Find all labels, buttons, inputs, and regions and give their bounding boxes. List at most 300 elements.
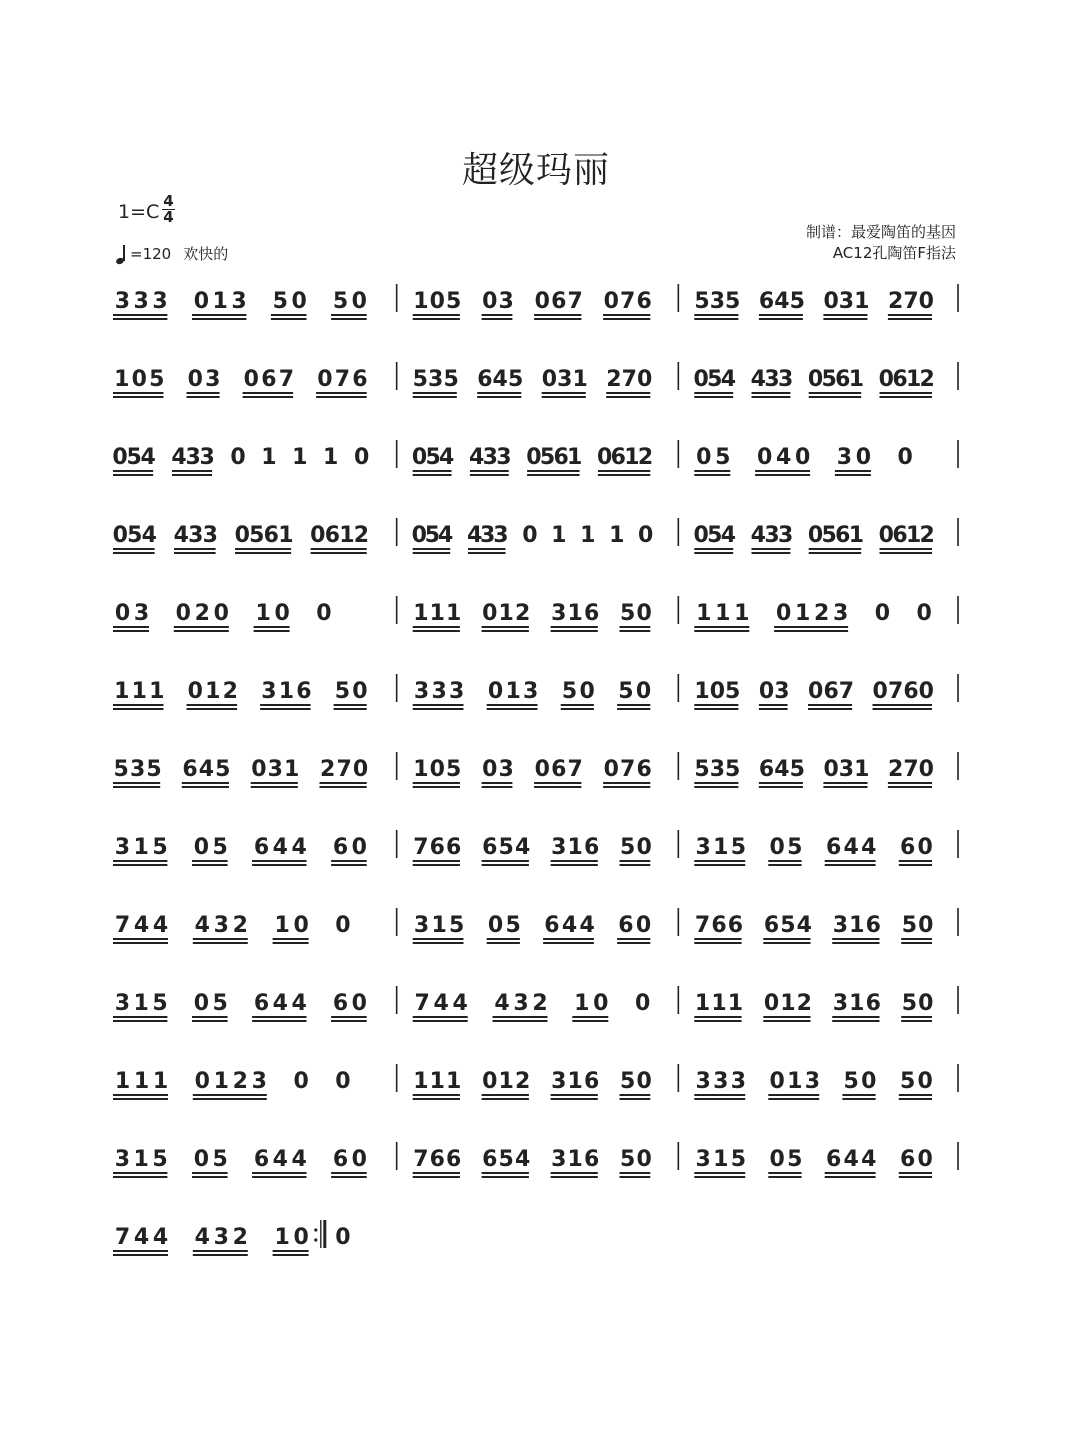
note-digit: 5 — [113, 757, 129, 782]
note-digit: 0 — [709, 679, 726, 704]
note-digit: 7 — [567, 757, 583, 782]
note-digit: 5 — [127, 523, 143, 548]
arranger-credit: 制谱：最爱陶笛的基因 — [805, 223, 956, 241]
note-digit: 6 — [758, 289, 775, 314]
note-digit: 6 — [261, 367, 277, 392]
note-digit: 5 — [730, 835, 747, 860]
note-digit: 5 — [694, 757, 710, 782]
note-digit: 0 — [193, 289, 210, 314]
note-digit: 0 — [918, 289, 934, 314]
note-digit: 7 — [620, 757, 636, 782]
note-digit: 5 — [505, 913, 521, 938]
note-digit: 1 — [734, 601, 750, 626]
page-title: 超级玛丽 — [461, 150, 610, 191]
note-digit: 1 — [152, 1069, 169, 1094]
note-digit: 6 — [892, 367, 908, 392]
note-digit: 0 — [193, 1147, 210, 1172]
note-digit: 7 — [414, 991, 430, 1016]
note-digit: 0 — [603, 757, 619, 782]
note-digit: 3 — [764, 523, 780, 548]
note-digit: 5 — [212, 835, 228, 860]
note-digit: 2 — [606, 367, 622, 392]
note-digit: 1 — [274, 1225, 290, 1250]
note-digit: 7 — [567, 289, 583, 314]
note-digit: 1 — [205, 679, 221, 704]
note-digit: 0 — [335, 1069, 351, 1094]
note-digit: 0 — [193, 991, 210, 1016]
note-digit: 1 — [711, 991, 727, 1016]
note-digit: 0 — [131, 367, 147, 392]
note-digit: 3 — [133, 601, 150, 626]
note-digit: 3 — [551, 1069, 567, 1094]
note-digit: 1 — [574, 991, 590, 1016]
repeat-dot — [314, 1238, 317, 1241]
note-digit: 2 — [232, 1069, 248, 1094]
note-digit: 2 — [232, 1225, 248, 1250]
note-digit: 3 — [498, 757, 514, 782]
note-digit: 0 — [534, 757, 550, 782]
note-digit: 7 — [114, 1225, 131, 1250]
note-digit: 6 — [253, 991, 270, 1016]
note-digit: 5 — [446, 757, 462, 782]
note-digit: 1 — [114, 679, 130, 704]
note-digit: 6 — [583, 1069, 600, 1094]
note-digit: 5 — [332, 289, 349, 314]
note-digit: 1 — [505, 679, 521, 704]
note-digit: 0 — [487, 913, 504, 938]
note-digit: 0 — [861, 1069, 877, 1094]
note-digit: 0 — [482, 289, 498, 314]
note-digit: 0 — [482, 1069, 498, 1094]
note-digit: 0 — [878, 523, 894, 548]
note-digit: 4 — [750, 367, 766, 392]
note-digit: 0 — [293, 1225, 309, 1250]
note-digit: 0 — [274, 601, 290, 626]
note-digit: 3 — [199, 445, 215, 470]
note-digit: 4 — [272, 991, 288, 1016]
note-digit: 7 — [838, 679, 855, 704]
note-digit: 0 — [918, 991, 934, 1016]
note-digit: 1 — [849, 913, 865, 938]
note-digit: 7 — [413, 835, 429, 860]
note-digit: 2 — [515, 601, 531, 626]
note-digit: 0 — [230, 445, 246, 470]
note-digit: 0 — [429, 757, 445, 782]
note-digit: 0 — [696, 445, 712, 470]
note-digit: 6 — [865, 991, 881, 1016]
note-digit: 5 — [843, 1069, 859, 1094]
note-digit: 4 — [194, 913, 210, 938]
note-digit: 6 — [332, 991, 349, 1016]
note-digit: 1 — [413, 289, 429, 314]
note-digit: 0 — [636, 601, 652, 626]
note-digit: 3 — [205, 367, 221, 392]
note-digit: 7 — [278, 367, 295, 392]
note-digit: 3 — [261, 679, 277, 704]
note-digit: 3 — [709, 289, 726, 314]
note-digit: 4 — [843, 835, 859, 860]
note-digit: 3 — [804, 1069, 821, 1094]
note-digit: 0 — [636, 835, 652, 860]
note-digit: 5 — [498, 1147, 514, 1172]
note-digit: 6 — [324, 523, 341, 548]
note-digit: 4 — [720, 367, 737, 392]
note-digit: 1 — [133, 1147, 149, 1172]
note-digit: 7 — [114, 913, 131, 938]
note-digit: 4 — [579, 913, 595, 938]
note-digit: 4 — [173, 523, 189, 548]
note-digit: 0 — [878, 367, 894, 392]
note-digit: 6 — [253, 1147, 270, 1172]
note-digit: 0 — [756, 445, 773, 470]
note-digit: 4 — [774, 757, 790, 782]
note-digit: 2 — [232, 913, 248, 938]
note-digit: 1 — [498, 601, 514, 626]
note-digit: 3 — [838, 757, 855, 782]
note-digit: 0 — [251, 757, 267, 782]
note-digit: 6 — [727, 913, 744, 938]
note-digit: 2 — [320, 757, 336, 782]
note-digit: 0 — [351, 1147, 367, 1172]
note-digit: 1 — [339, 523, 355, 548]
note-digit: 3 — [188, 523, 204, 548]
note-digit: 7 — [903, 757, 919, 782]
note-digit: 0 — [872, 679, 888, 704]
note-digit: 3 — [557, 367, 573, 392]
note-digit: 6 — [583, 601, 600, 626]
note-digit: 2 — [194, 601, 210, 626]
note-digit: 4 — [141, 523, 157, 548]
note-digit: 1 — [567, 1069, 583, 1094]
note-digit: 5 — [901, 991, 918, 1016]
note-digit: 6 — [583, 1147, 600, 1172]
note-digit: 1 — [133, 991, 149, 1016]
note-digit: 1 — [292, 445, 308, 470]
note-digit: 0 — [769, 835, 785, 860]
note-digit: 4 — [775, 445, 792, 470]
note-digit: 3 — [267, 757, 283, 782]
note-digit: 5 — [730, 1147, 747, 1172]
note-digit: 0 — [351, 835, 367, 860]
note-digit: 1 — [713, 835, 729, 860]
note-digit: 5 — [498, 835, 514, 860]
note-digit: 5 — [789, 289, 805, 314]
note-digit: 3 — [777, 367, 794, 392]
note-digit: 5 — [725, 679, 741, 704]
note-digit: 6 — [446, 1147, 462, 1172]
note-digit: 0 — [291, 289, 307, 314]
note-digit: 0 — [693, 523, 709, 548]
note-digit: 1 — [446, 1069, 462, 1094]
note-digit: 0 — [917, 835, 933, 860]
note-digit: 3 — [551, 601, 567, 626]
note-digit: 4 — [433, 991, 449, 1016]
note-digit: 6 — [636, 757, 652, 782]
note-digit: 1 — [429, 1069, 445, 1094]
note-digit: 3 — [551, 1147, 567, 1172]
note-digit: 1 — [854, 757, 870, 782]
note-digit: 3 — [114, 1147, 131, 1172]
note-digit: 3 — [496, 445, 512, 470]
note-digit: 5 — [212, 991, 228, 1016]
note-digit: 1 — [780, 991, 796, 1016]
note-digit: 0 — [482, 757, 498, 782]
note-digit: 5 — [821, 367, 837, 392]
note-digit: 0 — [335, 913, 351, 938]
note-digit: 4 — [291, 991, 307, 1016]
note-digit: 6 — [892, 523, 908, 548]
note-digit: 3 — [695, 835, 711, 860]
note-digit: 1 — [149, 679, 165, 704]
note-digit: 5 — [412, 367, 428, 392]
note-digit: 5 — [446, 289, 462, 314]
note-digit: 3 — [413, 913, 430, 938]
note-digit: 0 — [534, 289, 550, 314]
note-digit: 3 — [202, 523, 218, 548]
note-digit: 0 — [823, 757, 839, 782]
note-digit: 4 — [774, 289, 790, 314]
note-digit: 3 — [114, 289, 131, 314]
note-digit: 5 — [126, 445, 142, 470]
note-digit: 0 — [897, 445, 913, 470]
note-digit: 0 — [112, 523, 128, 548]
note-digit: 2 — [515, 1069, 531, 1094]
note-digit: 1 — [854, 289, 870, 314]
note-digit: 0 — [351, 289, 367, 314]
note-digit: 3 — [129, 757, 146, 782]
note-digit: 4 — [291, 1147, 307, 1172]
note-digit: 5 — [694, 289, 710, 314]
note-digit: 5 — [620, 835, 636, 860]
note-digit: 6 — [296, 679, 312, 704]
note-digit: 1 — [551, 523, 567, 548]
note-digit: 6 — [618, 913, 634, 938]
note-digit: 0 — [482, 601, 498, 626]
note-digit: 4 — [861, 835, 877, 860]
note-digit: 5 — [707, 367, 723, 392]
note-digit: 0 — [603, 289, 619, 314]
note-digit: 0 — [293, 1069, 309, 1094]
note-digit: 3 — [713, 1069, 729, 1094]
note-digit: 6 — [551, 289, 567, 314]
note-digit: 0 — [429, 289, 445, 314]
note-digit: 1 — [905, 367, 922, 392]
note-digit: 2 — [813, 601, 830, 626]
note-digit: 7 — [621, 367, 637, 392]
note-digit: 6 — [610, 445, 626, 470]
note-digit: 6 — [903, 679, 919, 704]
note-digit: 1 — [114, 367, 130, 392]
note-digit: 5 — [272, 289, 288, 314]
note-digit: 5 — [507, 367, 524, 392]
note-digit: 0 — [114, 601, 131, 626]
note-digit: 3 — [482, 445, 498, 470]
note-digit: 3 — [413, 679, 430, 704]
note-digit: 4 — [140, 445, 156, 470]
note-digit: 6 — [825, 835, 842, 860]
note-digit: 4 — [291, 835, 307, 860]
note-digit: 6 — [636, 289, 652, 314]
note-digit: 5 — [620, 601, 636, 626]
note-digit: 1 — [787, 1069, 803, 1094]
note-digit: 1 — [848, 367, 865, 392]
note-digit: 0 — [808, 679, 824, 704]
note-digit: 2 — [532, 991, 548, 1016]
note-digit: 3 — [133, 289, 149, 314]
note-digit: 5 — [152, 1147, 168, 1172]
note-digit: 0 — [234, 523, 250, 548]
note-digit: 1 — [498, 1069, 514, 1094]
note-digit: 1 — [580, 523, 596, 548]
note-digit: 2 — [637, 445, 654, 470]
time-beats: 4 — [163, 192, 174, 210]
note-digit: 1 — [609, 523, 625, 548]
note-digit: 6 — [352, 367, 368, 392]
note-digit: 3 — [832, 991, 849, 1016]
note-digit: 0 — [807, 523, 824, 548]
note-digit: 3 — [498, 289, 514, 314]
note-digit: 1 — [694, 679, 710, 704]
note-digit: 0 — [593, 991, 609, 1016]
key-label: 1=C — [118, 201, 160, 223]
note-digit: 2 — [222, 679, 238, 704]
note-digit: 1 — [323, 445, 339, 470]
note-digit: 3 — [523, 679, 539, 704]
note-digit: 0 — [874, 601, 891, 626]
note-digit: 5 — [725, 757, 741, 782]
note-digit: 0 — [855, 445, 872, 470]
note-digit: 4 — [439, 445, 455, 470]
note-digit: 0 — [526, 445, 542, 470]
note-digit: 1 — [848, 523, 865, 548]
note-digit: 2 — [887, 289, 904, 314]
note-digit: 7 — [887, 679, 904, 704]
note-digit: 7 — [694, 913, 711, 938]
note-digit: 5 — [449, 913, 465, 938]
tempo-expression: 欢快的 — [183, 245, 229, 263]
note-digit: 0 — [112, 445, 128, 470]
note-digit: 0 — [317, 367, 333, 392]
note-digit: 7 — [334, 367, 351, 392]
note-digit: 1 — [715, 601, 731, 626]
note-digit: 5 — [789, 757, 805, 782]
note-digit: 1 — [567, 601, 583, 626]
note-digit: 3 — [777, 523, 794, 548]
note-digit: 0 — [335, 1225, 351, 1250]
note-digit: 7 — [336, 757, 352, 782]
note-digit: 3 — [231, 289, 247, 314]
note-digit: 4 — [272, 1147, 288, 1172]
note-digit: 0 — [175, 601, 191, 626]
note-digit: 5 — [725, 289, 741, 314]
note-digit: 4 — [452, 991, 468, 1016]
note-digit: 3 — [152, 289, 168, 314]
note-digit: 0 — [193, 835, 210, 860]
note-digit: 4 — [515, 835, 531, 860]
tempo-bpm: =120 — [130, 244, 172, 263]
note-digit: 1 — [133, 835, 149, 860]
note-digit: 0 — [411, 445, 428, 470]
note-digit: 5 — [212, 1147, 228, 1172]
note-digit: 3 — [431, 679, 447, 704]
note-digit: 6 — [482, 835, 498, 860]
note-digit: 6 — [446, 835, 462, 860]
note-digit: 0 — [579, 679, 595, 704]
note-digit: 1 — [413, 1069, 429, 1094]
note-digit: 1 — [446, 601, 462, 626]
note-digit: 1 — [905, 523, 922, 548]
note-digit: 5 — [707, 523, 723, 548]
note-digit: 6 — [263, 523, 279, 548]
note-digit: 5 — [780, 913, 796, 938]
note-digit: 5 — [787, 835, 803, 860]
note-digit: 6 — [332, 1147, 349, 1172]
note-digit: 0 — [213, 601, 229, 626]
note-digit: 1 — [572, 367, 588, 392]
note-digit: 0 — [769, 1069, 785, 1094]
note-digit: 3 — [832, 913, 849, 938]
note-digit: 4 — [152, 913, 169, 938]
note-digit: 4 — [561, 913, 578, 938]
note-digit: 6 — [429, 1147, 445, 1172]
note-digit: 0 — [293, 913, 309, 938]
note-digit: 5 — [561, 679, 578, 704]
note-digit: 2 — [353, 523, 370, 548]
note-digit: 6 — [899, 835, 916, 860]
note-digit: 5 — [152, 991, 168, 1016]
note-digit: 0 — [541, 367, 558, 392]
note-digit: 3 — [551, 835, 567, 860]
note-digit: 1 — [694, 991, 711, 1016]
fingering-credit: AC12孔陶笛F指法 — [832, 244, 956, 262]
note-digit: 0 — [310, 523, 326, 548]
note-digit: 6 — [711, 913, 727, 938]
note-digit: 2 — [919, 367, 935, 392]
note-digit: 4 — [171, 445, 187, 470]
note-digit: 6 — [825, 1147, 842, 1172]
note-digit: 3 — [695, 1069, 711, 1094]
note-digit: 3 — [709, 757, 726, 782]
note-digit: 3 — [774, 679, 790, 704]
note-digit: 1 — [212, 289, 228, 314]
note-digit: 5 — [443, 367, 459, 392]
note-digit: 3 — [213, 1225, 229, 1250]
note-digit: 0 — [187, 679, 203, 704]
note-digit: 6 — [482, 1147, 498, 1172]
note-digit: 1 — [133, 1069, 150, 1094]
note-digit: 6 — [835, 367, 851, 392]
note-digit: 0 — [635, 679, 652, 704]
note-digit: 5 — [620, 1069, 636, 1094]
note-digit: 0 — [763, 991, 780, 1016]
note-digit: 1 — [283, 757, 300, 782]
note-digit: 4 — [133, 1225, 150, 1250]
note-digit: 1 — [429, 601, 445, 626]
note-digit: 1 — [567, 445, 583, 470]
note-digit: 6 — [823, 679, 839, 704]
repeat-dot — [314, 1228, 317, 1231]
note-digit: 4 — [515, 1147, 531, 1172]
note-digit: 5 — [901, 913, 918, 938]
note-digit: 6 — [899, 1147, 916, 1172]
note-digit: 1 — [413, 601, 429, 626]
note-digit: 6 — [763, 913, 780, 938]
note-digit: 5 — [620, 1147, 636, 1172]
note-digit: 4 — [152, 1225, 169, 1250]
note-digit: 2 — [887, 757, 904, 782]
note-digit: 6 — [553, 445, 569, 470]
note-digit: 3 — [764, 367, 780, 392]
